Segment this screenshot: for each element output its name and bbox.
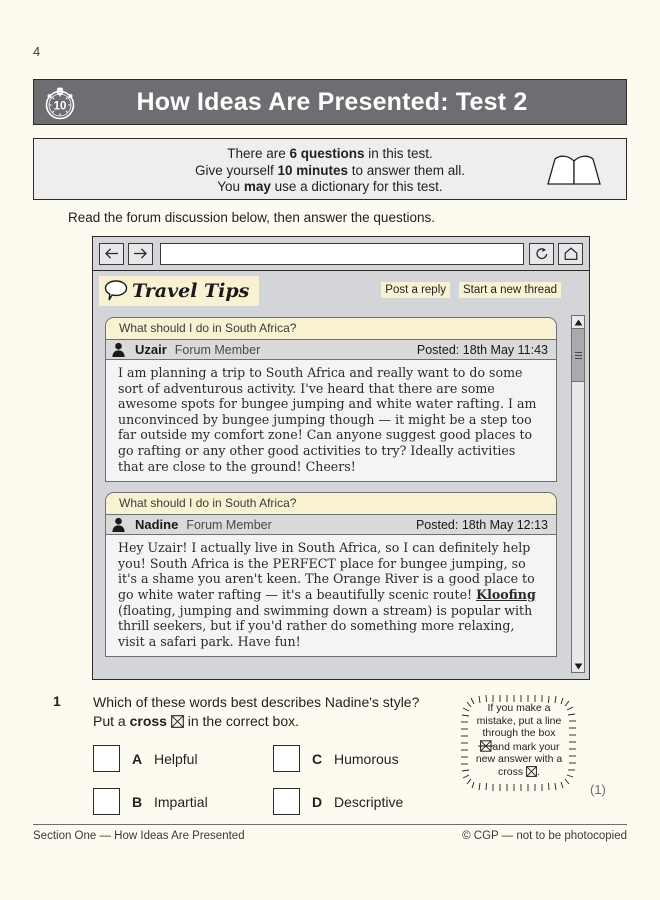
scrollbar-grip-line — [575, 358, 582, 359]
scroll-down-arrow-icon[interactable] — [572, 660, 584, 672]
mistake-note — [459, 694, 579, 792]
title-banner — [33, 79, 627, 125]
post-body: I am planning a trip to South Africa and really want to do some sort of adventurous activity. I've heard that there are some awesome spots for bungee jumping and white water rafting. I am unconvinced by bungee jumping though — it might be a step too far outside my comfort zone! Can anyone suggest good places to go rafting or any other good activities to try? Ideally activities that are close to the ground! Cheers! — [106, 360, 556, 481]
option-label: Humorous — [334, 750, 399, 767]
scrollbar-thumb[interactable] — [572, 328, 584, 382]
answer-checkbox-d[interactable] — [273, 788, 300, 815]
answer-checkbox-a[interactable] — [93, 745, 120, 772]
note-line-2: mistake, put a line — [476, 714, 562, 727]
instruction-line-1: There are 6 questions in this test. — [227, 146, 433, 161]
start-new-thread-button[interactable]: Start a new thread — [459, 282, 561, 298]
forum-actions — [381, 282, 561, 298]
post-a-reply-button[interactable]: Post a reply — [381, 282, 450, 298]
option-letter: A — [131, 750, 143, 767]
post-meta — [106, 514, 556, 535]
option-label: Helpful — [154, 750, 198, 767]
post-body-part2: (floating, jumping and swimming down a stream) is popular with thrill seekers, but if you'd rather do something more relaxing, visit a safari park. Have fun! — [118, 602, 533, 649]
note-line-1: If you make a — [487, 702, 551, 714]
vertical-scrollbar[interactable] — [571, 315, 585, 673]
option-letter: C — [311, 750, 323, 767]
instruction-line-3: You may use a dictionary for this test. — [217, 179, 443, 194]
thread-title: What should I do in South Africa? — [106, 493, 556, 514]
option-a[interactable] — [93, 745, 273, 772]
refresh-button[interactable] — [529, 243, 554, 265]
forum-page — [93, 271, 589, 679]
answer-checkbox-b[interactable] — [93, 788, 120, 815]
note-line-3: through the box — [482, 727, 556, 740]
post-body-keyword: Kloofing — [476, 586, 536, 602]
option-letter: D — [311, 793, 323, 810]
svg-text:10: 10 — [53, 100, 67, 113]
footer-divider — [33, 824, 627, 825]
option-c[interactable] — [273, 745, 453, 772]
forum-post-list — [105, 317, 557, 667]
post-meta — [106, 339, 556, 360]
option-label: Impartial — [154, 793, 208, 810]
address-bar[interactable] — [160, 243, 524, 265]
note-line-4: and mark your — [468, 740, 570, 754]
forum-post — [105, 492, 557, 657]
forum-post — [105, 317, 557, 482]
thread-title: What should I do in South Africa? — [106, 318, 556, 339]
crossed-out-box-icon — [478, 740, 489, 751]
post-author: Nadine — [135, 517, 179, 533]
post-author-role: Forum Member — [186, 517, 272, 532]
post-author-role: Forum Member — [174, 342, 261, 357]
user-avatar-icon — [111, 342, 126, 357]
option-letter: B — [131, 793, 143, 810]
note-line-6: cross . — [498, 765, 540, 778]
read-instruction: Read the forum discussion below, then answer the questions. — [68, 210, 435, 225]
question-1 — [53, 693, 453, 815]
page-number: 4 — [33, 44, 41, 59]
question-marks: (1) — [590, 782, 606, 797]
home-button[interactable] — [558, 243, 583, 265]
scrollbar-grip-line — [575, 355, 582, 356]
instruction-box — [33, 138, 627, 200]
forum-header — [93, 271, 589, 313]
scrollbar-grip-line — [575, 352, 582, 353]
question-number: 1 — [53, 693, 61, 709]
post-body-part1: Hey Uzair! I actually live in South Africa, so I can definitely help you! South Africa is the PERFECT place for bungee jumping, so it's a shame you aren't keen. The Orange River is a good place to go white water rafting — it's a beautifully scenic route! — [118, 540, 535, 602]
forward-button[interactable] — [128, 243, 153, 265]
open-book-icon — [546, 153, 602, 187]
scroll-up-arrow-icon[interactable] — [572, 316, 584, 328]
cross-icon — [526, 766, 537, 777]
note-line-5: new answer with a — [475, 753, 563, 766]
browser-toolbar — [93, 237, 589, 271]
back-button[interactable] — [99, 243, 124, 265]
stopwatch-icon — [38, 80, 82, 124]
page-title: How Ideas Are Presented: Test 2 — [136, 87, 528, 116]
post-timestamp: Posted: 18th May 11:43 — [416, 342, 548, 357]
question-line-1: Which of these words best describes Nadine's style? — [93, 694, 420, 710]
answer-options — [93, 745, 453, 815]
cross-example-icon — [171, 714, 184, 727]
option-b[interactable] — [93, 788, 273, 815]
forum-site-title: Travel Tips — [132, 280, 250, 302]
answer-checkbox-c[interactable] — [273, 745, 300, 772]
footer-section-label: Section One — How Ideas Are Presented — [33, 830, 245, 842]
user-avatar-icon — [111, 517, 126, 532]
option-d[interactable] — [273, 788, 453, 815]
post-author: Uzair — [135, 342, 167, 357]
post-body — [106, 535, 556, 656]
footer-copyright: © CGP — not to be photocopied — [462, 830, 627, 842]
option-label: Descriptive — [334, 793, 404, 810]
mistake-note-text — [468, 702, 570, 779]
speech-bubble-icon — [103, 279, 129, 303]
page-footer — [33, 830, 627, 842]
question-line-2: Put a cross in the correct box. — [93, 713, 300, 729]
forum-site-name — [99, 276, 259, 306]
question-text — [93, 693, 453, 731]
browser-window — [92, 236, 590, 680]
instruction-line-2: Give yourself 10 minutes to answer them all. — [194, 162, 466, 178]
post-timestamp: Posted: 18th May 12:13 — [415, 517, 548, 532]
instruction-lines — [34, 146, 626, 196]
